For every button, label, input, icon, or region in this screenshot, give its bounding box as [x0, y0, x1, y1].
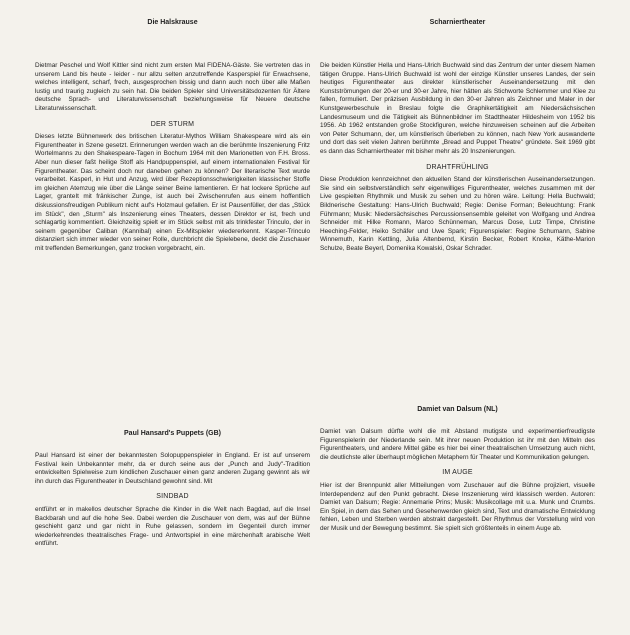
sturm-heading: DER STURM: [150, 120, 195, 128]
sturm-body: Dieses letzte Bühnenwerk des britischen Literatur-Mythos William Shakespeare wird als ein Figurentheater in Szene gesetzt. Erinnerungen werden wach an die berühmte Inszenierung Fritz Wortelmanns zu den Shakespeare-Tagen in Bochum 1964 mit den Marionetten von F.H. Bross. Aber nun dieser faßt heilige Stoff als Handpuppenspiel, auf einem internationalen Festival für Figurentheater. Das scheint doch nur daneben gehen zu können? Der literarische Text wurde verarbeitet. Kasperl, in Hut und Anzug, wird über Rezeptionsschwierigkeiten klassischer Stoffe im gleichen Atemzug wie über die Länge seiner Beine lamentieren. Er hat lockere Sprüche auf Lager, granteIt mit fränkischer Zunge, ist auch bei Zwischenrufen aus einem hoffentlich diskussionsfreudigen Publikum nicht auf's Holzmaul gefallen. Er ist Pausenfüller, der das „Stück im Stück", den „Sturm" als Inszenierung eines Theaters, dessen Direktor er ist, frech und schlagartig kommentiert. Gleichzeitig spielt er im Stück selbst mit als trinkfester Trinculo, der in seinem gegenüber Caliban (Kannibal) einen Ex-Mitspieler wiedererkennt. Kasper-Trinculo distanziert sich immer wieder von seiner Rolle, durchbricht die Spielebene, deckt die Zuschauer mit treffenden Bemerkungen, ganz trocken vorgebracht, ein.: [35, 133, 310, 252]
drahtfruehling-heading: DRAHTFRÜHLING: [426, 163, 489, 171]
sindbad-body: entführt er in makellos deutscher Sprache die Kinder in die Welt nach Bagdad, auf die Insel Backbarah und auf die hohe See. Dabei werden die Zuschauer von dem, was auf der Bühne geschieht ganz und gar nicht in Ruhe gelassen, sondern im Gegenteil durch immer wiederkehrendes theatralisches Frage- und Antwortspiel in eine märchenhaft arabische Welt entführt.: [35, 505, 310, 548]
scharniertheater-body: Die beiden Künstler Hella und Hans-Ulrich Buchwald sind das Zentrum der unter diesem Namen tätigen Gruppe. Hans-Ulrich Buchwald ist wohl der einzige Künstler unseres Landes, der sein heutiges Figurentheater aus direkter künstlerischer Auseinandersetzung mit den Kunstströmungen der 20-er und 30-er Jahre, hier hätten als Stichworte Schlemmer und Klee zu fallen, formuliert. Der präzisen Ausbildung in den 30-er Jahren als Zeichner und Maler in der Kunstgewerbeschule in Breslau folgte die Graphikertätigkeit am Niedersächsischen Landesmuseum und die Tätigkeit als Bühnenbildner im Stadttheater Hildesheim von 1952 bis 1956. Ab 1962 entstanden große Stockfiguren, welche hinzuweisen scheinen auf die Arbeiten von Peter Schumann, der, um künstlerisch überleben zu können, nach New York auswanderte und dort das seit vielen Jahren berühmte „Bread and Puppet Theatre" gründete. Seit 1969 gibt es dann das Scharniertheater mit bisher mehr als 20 Inszenierungen.: [320, 62, 595, 155]
dalsum-title: Damiet van Dalsum (NL): [417, 406, 498, 413]
scharniertheater-title: Scharniertheater: [429, 19, 486, 26]
sindbad-heading: SINDBAD: [156, 493, 189, 501]
dalsum-column: [320, 428, 595, 534]
im-auge-body: Hier ist der Brennpunkt aller Mitteilungen vom Zuschauer auf die Bühne projiziert, visuelle Interdependenz auf den Punkt gebracht. Diese Inszenierung wird klassisch werden. Autoren: Damiet van Dalsum; Regie: Annemarie Prins; Musik: Musikcollage mit u.a. Munk und Crumbs. Ein Spiel, in dem das Sehen und Gesehenwerden gleich sind, Text und dramatische Entwicklung fehlen, Leben und Sterben werden abstrakt dargestellt. Der Rhythmus der Vorstellung wird von der Musik und der Bewegung bestimmt. Sie spielt sich größtenteils in einem Auge ab.: [320, 481, 595, 532]
halskrause-column: [35, 62, 310, 253]
hansard-column: [35, 452, 310, 549]
scharniertheater-column: [320, 62, 595, 253]
drahtfruehling-body: Diese Produktion kennzeichnet den aktuellen Stand der künstlerischen Auseinandersetzungen. Sie sind ein selbstverständlich sehr eigenwilliges Figurentheater, welches zusammen mit der Live gespielten Rhythmik und Musik zu sehen und zu hören wäre. Leitung: Hella Buchwald; Bildnerische Gestaltung: Hans-Ulrich Buchwald; Regie: Denise Forman; Beleuchtung: Frank Führmann; Musik: Niedersächsisches Percussionsensemble geleitet von Wolfgang und Andrea Schneider mit Hilke Romann, Marco Schünneman, Marcus Dose, Lutz Timpe, Christine Heeching-Felder, Heiko Schäfer und Uwe Spark; Figurenspieler: Regine Schumann, Sabine Winnemuth, Karin Kettling, Julia Altenbernd, Kirstin Becker, Robert Knoke, Käthe-Marion Schulze, Beate Beyerl, Domenika Kowalski, Oskar Schrader.: [320, 176, 595, 252]
hansard-title: Paul Hansard's Puppets (GB): [124, 430, 221, 437]
im-auge-heading: IM AUGE: [442, 469, 473, 477]
dalsum-intro: Damiet van Dalsum dürfte wohl die mit Abstand mutigste und experimentierfreudigste Figurenspielerin der Niederlande sein. Mit ihrer neuen Produktion ist ihr mit den Mitteln des Figurentheaters, und andere Mittel gäbe es hier bei einer theatralischen Umsetzung auch nicht, die deutlichste aller überhaupt möglichen Metaphern für Theater und Kommunikation gelungen.: [320, 428, 595, 461]
hansard-intro: Paul Hansard ist einer der bekanntesten Solopuppenspieler in England. Er ist auf unserem Festival kein Unbekannter mehr, da er durch seine aus der „Punch and Judy"-Tradition entwickelten Spielweise zum kindlichen Zuschauer einen ganz anderen Zugang gewinnt als wir ihn durch das Figurentheater in Deutschland gewohnt sind. Mit: [35, 452, 310, 485]
halskrause-title: Die Halskrause: [147, 19, 198, 26]
halskrause-intro: Dietmar Peschel und Wolf Kittler sind nicht zum ersten Mal FIDENA-Gäste. Sie vertreten das in unserem Land bis heute - leider - nur allzu selten anzutreffende Kasperspiel für Erwachsene, welches intelligent, scharf, frech, ausgesprochen bissig und dann auch noch über alle Maßen lustig und traurig zugleich zu sein hat. Die beiden Spieler sind Universitätsdozenten für Ältere deutsche Sprach- und Literaturwissenschaft beziehungsweise für Neuere deutsche Literaturwissenschaft.: [35, 62, 310, 112]
